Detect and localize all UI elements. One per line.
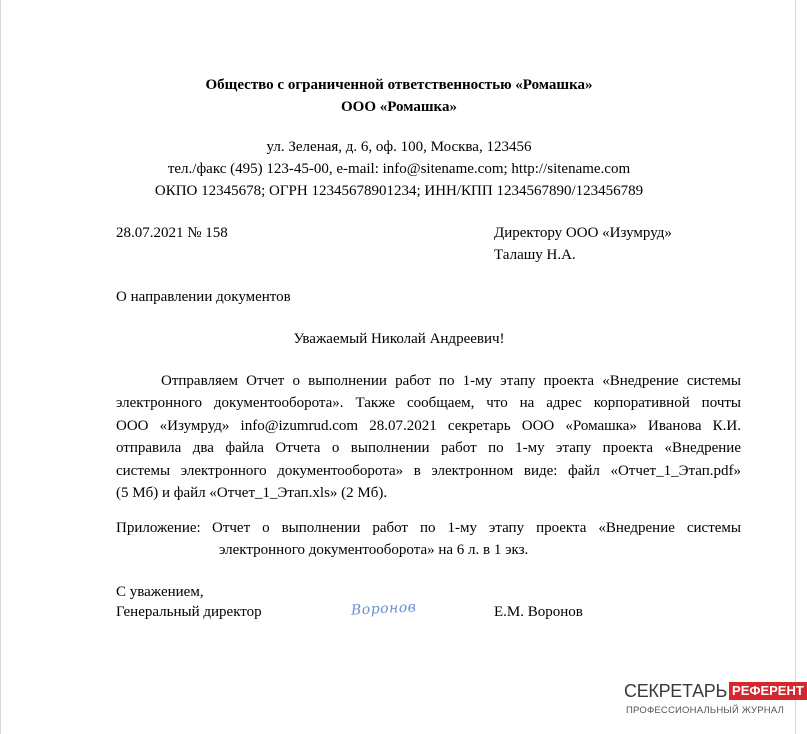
logo-subtitle: ПРОФЕССИОНАЛЬНЫЙ ЖУРНАЛ [626,705,785,716]
logo-wordmark [624,681,807,701]
logo-part-secretary: СЕКРЕТАРЬ [624,681,728,701]
org-codes: ОКПО 12345678; ОГРН 12345678901234; ИНН/КПП 1234567890/123456789 [154,183,644,199]
body-line: (5 Мб) и файл «Отчет_1_Этап.xls» (2 Мб). [116,484,388,501]
body-line: ООО «Изумруд» info@izumrud.com 28.07.2021 секретарь ООО «Ромашка» Иванова К.И. [116,417,741,434]
attachment-line: электронного документооборота» на 6 л. в 1 экз. [219,542,529,559]
letter-greeting: Уважаемый Николай Андреевич! [293,331,505,347]
attachment-label: Приложение: [116,520,201,536]
attachment-line: Отчет о выполнении работ по 1-му этапу проекта «Внедрение системы [212,520,741,536]
org-contacts: тел./факс (495) 123-45-00, e-mail: info@sitename.com; http://sitename.com [167,161,631,177]
body-line: Отправляем Отчет о выполнении работ по 1-му этапу проекта «Внедрение системы [161,373,741,389]
letter-body [116,370,741,504]
org-name: Общество с ограниченной ответственностью «Ромашка» [205,77,593,93]
closing-regards: С уважением, [116,584,204,600]
handwritten-signature: Воронов [350,599,417,619]
body-line: системы электронного документооборота» в электронном виде: файл «Отчет_1_Этап.pdf» [116,462,741,479]
signer-position: Генеральный директор [116,604,262,620]
org-short-name: ООО «Ромашка» [341,99,457,115]
body-line: электронного документооборота». Также сообщаем, что на адрес корпоративной почты [116,395,741,412]
org-address: ул. Зеленая, д. 6, оф. 100, Москва, 123456 [266,139,532,155]
recipient-name: Талашу Н.А. [494,247,576,263]
letter-date-number: 28.07.2021 № 158 [116,225,228,241]
signer-name: Е.М. Воронов [494,604,583,620]
recipient-position: Директору ООО «Изумруд» [494,225,672,241]
logo-part-referent: РЕФЕРЕНТ [729,682,807,700]
letter-subject: О направлении документов [116,289,291,305]
body-line: отправила два файла Отчета о выполнении работ по 1-му этапу проекта «Внедрение [116,440,741,457]
journal-logo [624,681,804,721]
attachment-text [212,517,741,562]
